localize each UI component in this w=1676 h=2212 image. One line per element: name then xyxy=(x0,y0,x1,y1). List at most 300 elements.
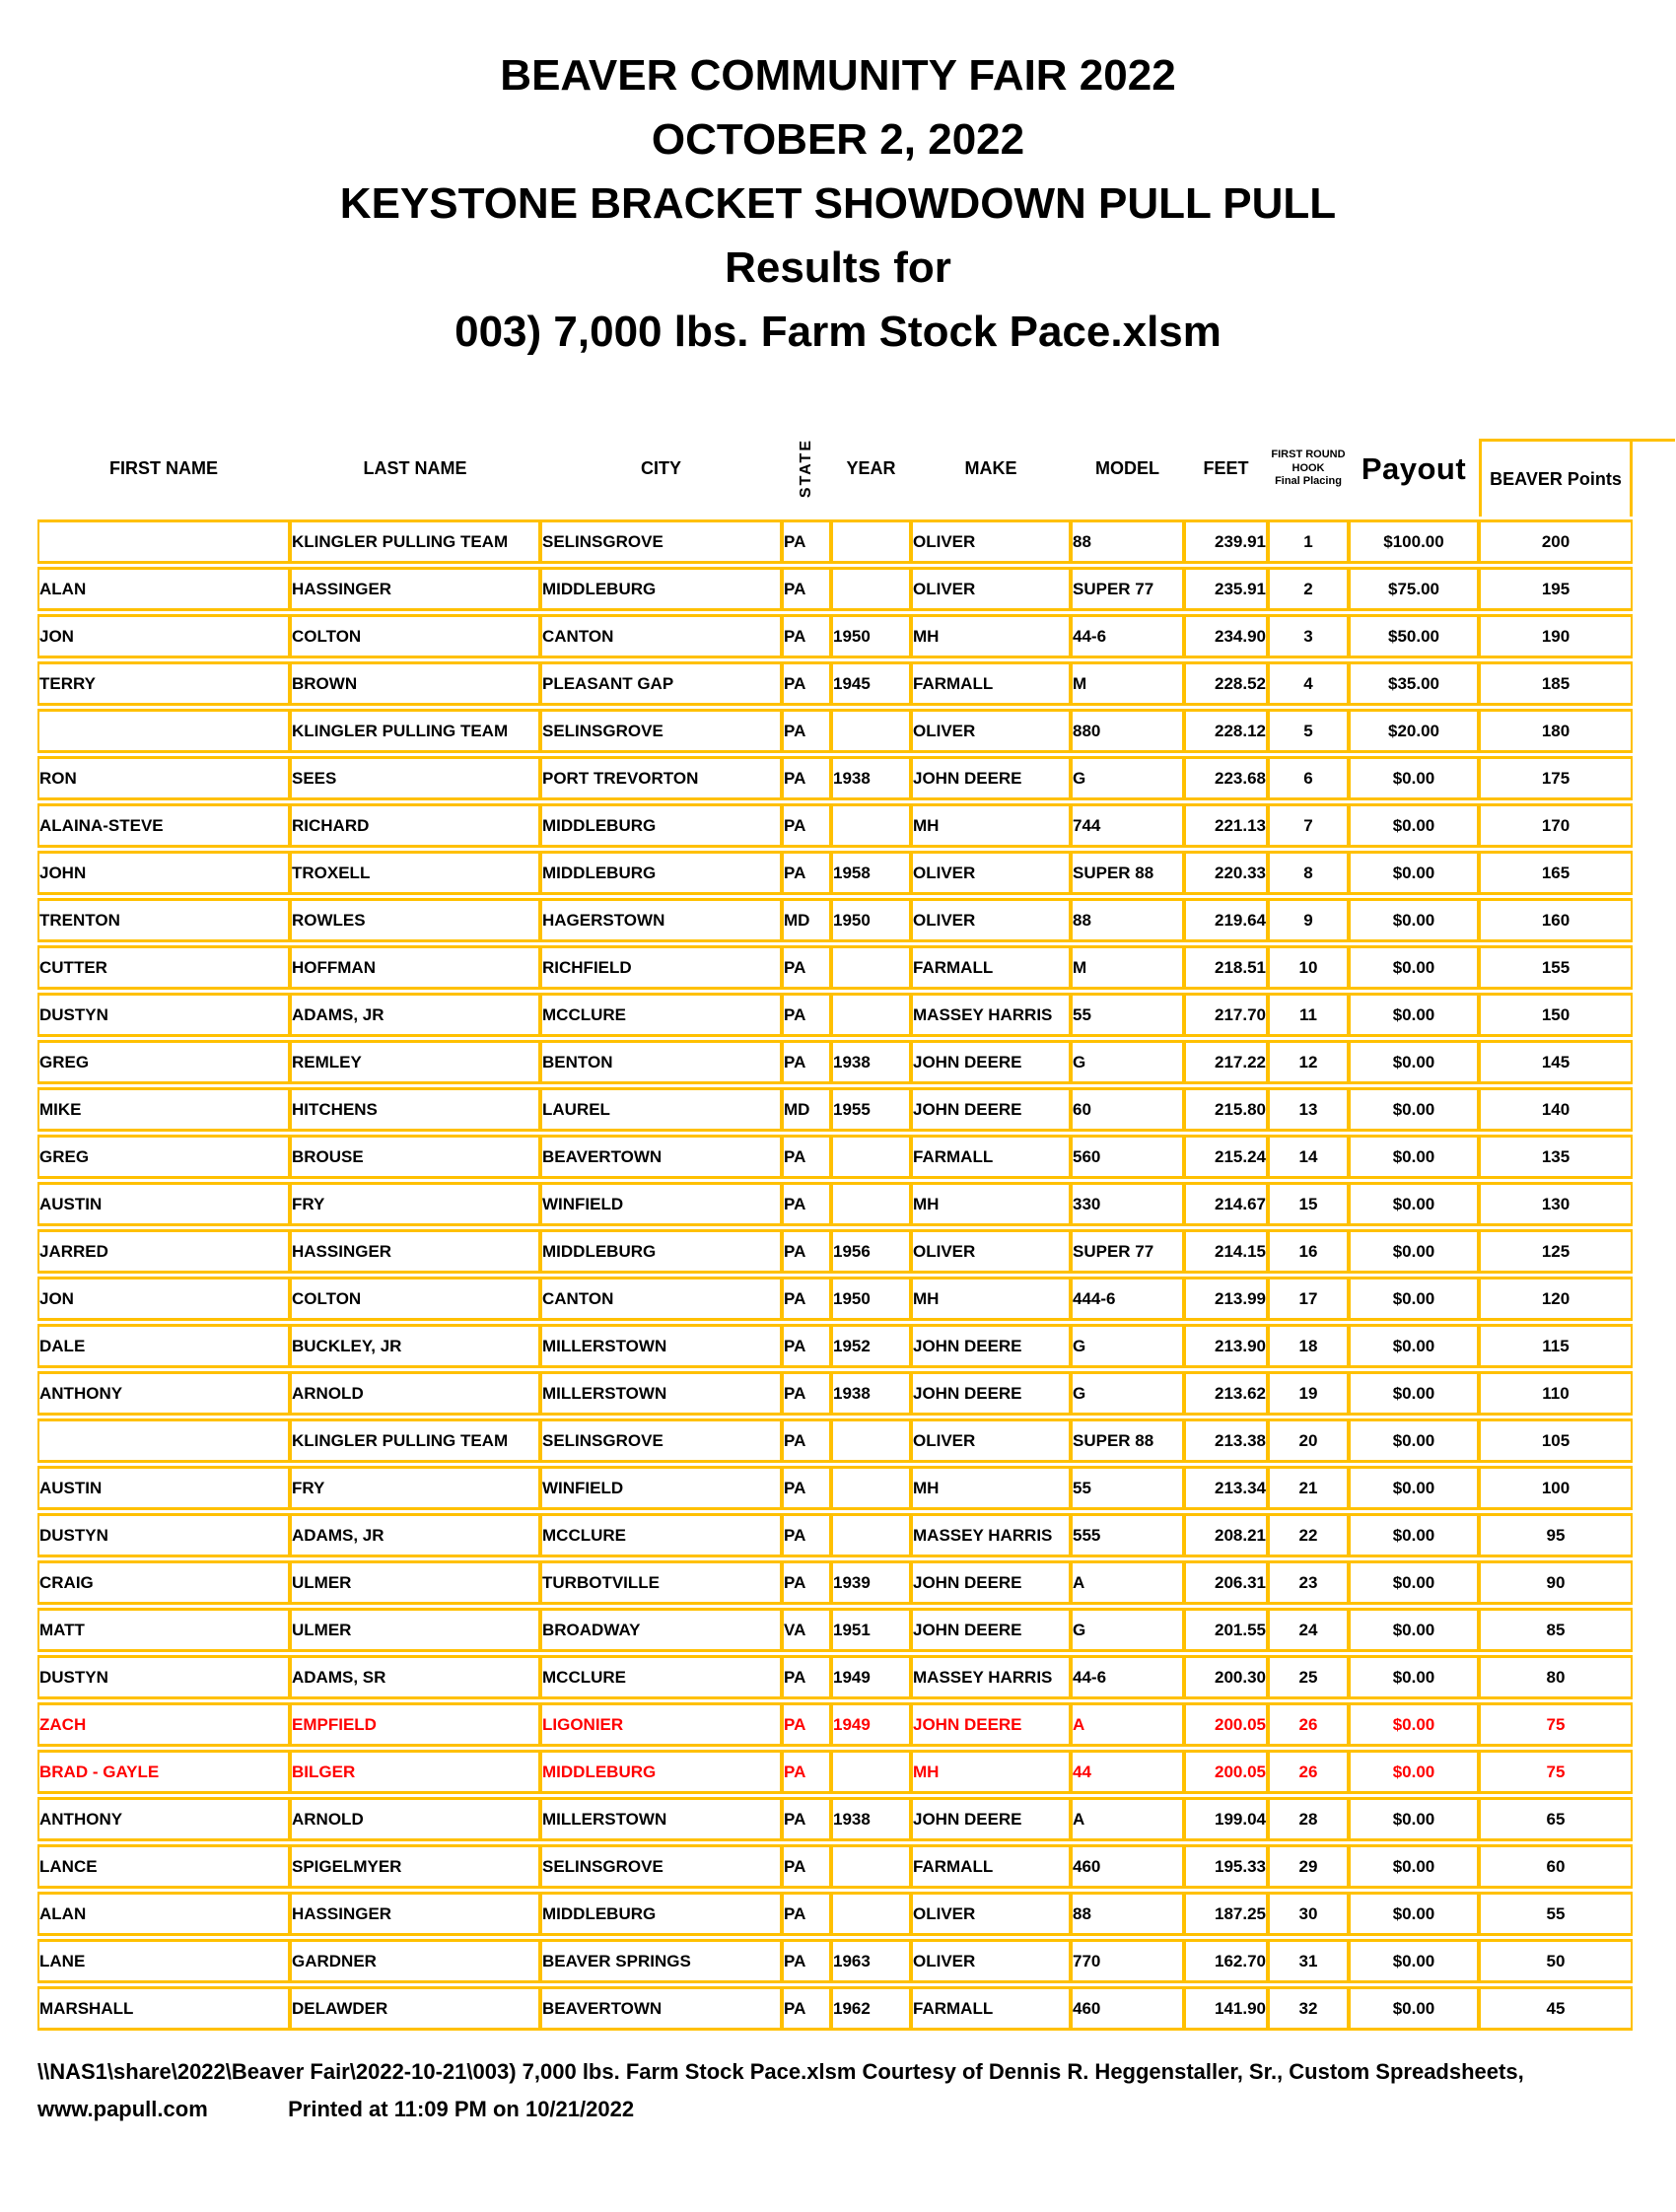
cell-first-name: JARRED xyxy=(37,1229,290,1274)
cell-last-name: HOFFMAN xyxy=(290,945,540,990)
cell-model: 88 xyxy=(1071,898,1184,942)
cell-beaver-points: 190 xyxy=(1479,614,1633,658)
cell-final-placing: 26 xyxy=(1268,1750,1349,1794)
cell-last-name: HITCHENS xyxy=(290,1087,540,1132)
cell-year xyxy=(831,1135,911,1179)
cell-make: MH xyxy=(911,1182,1071,1226)
cell-year: 1963 xyxy=(831,1939,911,1983)
cell-feet: 228.52 xyxy=(1184,661,1268,706)
col-header-state xyxy=(782,421,831,517)
results-table-body xyxy=(37,519,1633,2031)
cell-state: PA xyxy=(782,1513,831,1557)
cell-final-placing: 2 xyxy=(1268,567,1349,611)
cell-first-name xyxy=(37,709,290,753)
cell-feet: 141.90 xyxy=(1184,1986,1268,2031)
cell-state: PA xyxy=(782,709,831,753)
cell-state: PA xyxy=(782,1229,831,1274)
cell-beaver-points: 85 xyxy=(1479,1608,1633,1652)
cell-state: PA xyxy=(782,803,831,848)
cell-last-name: HASSINGER xyxy=(290,1229,540,1274)
cell-model: G xyxy=(1071,756,1184,800)
table-row xyxy=(37,1560,1633,1605)
cell-first-name: LANE xyxy=(37,1939,290,1983)
cell-last-name: REMLEY xyxy=(290,1040,540,1084)
cell-last-name: ULMER xyxy=(290,1608,540,1652)
cell-final-placing: 32 xyxy=(1268,1986,1349,2031)
table-row xyxy=(37,945,1633,990)
cell-model: G xyxy=(1071,1040,1184,1084)
cell-state: PA xyxy=(782,1986,831,2031)
cell-payout: $0.00 xyxy=(1349,1087,1479,1132)
cell-model: A xyxy=(1071,1797,1184,1841)
table-row xyxy=(37,1418,1633,1463)
cell-city: PLEASANT GAP xyxy=(540,661,782,706)
cell-city: CANTON xyxy=(540,1277,782,1321)
cell-first-name xyxy=(37,1418,290,1463)
cell-make: OLIVER xyxy=(911,1939,1071,1983)
cell-model: A xyxy=(1071,1702,1184,1747)
cell-make: FARMALL xyxy=(911,1986,1071,2031)
cell-last-name: ADAMS, JR xyxy=(290,1513,540,1557)
cell-first-name: MARSHALL xyxy=(37,1986,290,2031)
cell-model: 55 xyxy=(1071,993,1184,1037)
cell-beaver-points: 155 xyxy=(1479,945,1633,990)
cell-model: 44-6 xyxy=(1071,614,1184,658)
cell-make: OLIVER xyxy=(911,898,1071,942)
cell-first-name: ANTHONY xyxy=(37,1797,290,1841)
cell-last-name: SEES xyxy=(290,756,540,800)
cell-city: MILLERSTOWN xyxy=(540,1797,782,1841)
cell-state: PA xyxy=(782,519,831,564)
cell-last-name: BILGER xyxy=(290,1750,540,1794)
cell-city: TURBOTVILLE xyxy=(540,1560,782,1605)
cell-payout: $0.00 xyxy=(1349,1560,1479,1605)
placing-header-line1: FIRST ROUND xyxy=(1271,448,1346,460)
results-data-table xyxy=(37,517,1633,2034)
cell-year xyxy=(831,1466,911,1510)
cell-year: 1962 xyxy=(831,1986,911,2031)
table-row xyxy=(37,1844,1633,1889)
cell-beaver-points: 110 xyxy=(1479,1371,1633,1416)
cell-year: 1950 xyxy=(831,1277,911,1321)
col-header-feet: FEET xyxy=(1203,458,1249,478)
cell-model: M xyxy=(1071,945,1184,990)
cell-beaver-points: 105 xyxy=(1479,1418,1633,1463)
cell-model: SUPER 88 xyxy=(1071,851,1184,895)
cell-city: HAGERSTOWN xyxy=(540,898,782,942)
event-subtitle: KEYSTONE BRACKET SHOWDOWN PULL PULL xyxy=(339,179,1337,228)
cell-state: PA xyxy=(782,567,831,611)
cell-state: PA xyxy=(782,661,831,706)
cell-beaver-points: 165 xyxy=(1479,851,1633,895)
page xyxy=(0,43,1676,2212)
cell-make: MH xyxy=(911,1277,1071,1321)
cell-beaver-points: 145 xyxy=(1479,1040,1633,1084)
cell-city: MIDDLEBURG xyxy=(540,1750,782,1794)
cell-state: PA xyxy=(782,1182,831,1226)
cell-year: 1938 xyxy=(831,756,911,800)
cell-city: LAUREL xyxy=(540,1087,782,1132)
cell-state: PA xyxy=(782,1277,831,1321)
placing-header-line3: Final Placing xyxy=(1275,475,1342,488)
cell-last-name: FRY xyxy=(290,1182,540,1226)
cell-first-name: JON xyxy=(37,1277,290,1321)
cell-first-name: AUSTIN xyxy=(37,1182,290,1226)
cell-beaver-points: 100 xyxy=(1479,1466,1633,1510)
cell-city: MIDDLEBURG xyxy=(540,567,782,611)
cell-final-placing: 30 xyxy=(1268,1892,1349,1936)
cell-final-placing: 9 xyxy=(1268,898,1349,942)
cell-year xyxy=(831,1182,911,1226)
col-header-city: CITY xyxy=(640,458,681,478)
cell-city: LIGONIER xyxy=(540,1702,782,1747)
cell-final-placing: 8 xyxy=(1268,851,1349,895)
cell-final-placing: 14 xyxy=(1268,1135,1349,1179)
cell-first-name: CUTTER xyxy=(37,945,290,990)
cell-model: A xyxy=(1071,1560,1184,1605)
cell-model: 880 xyxy=(1071,709,1184,753)
cell-feet: 206.31 xyxy=(1184,1560,1268,1605)
cell-first-name: ZACH xyxy=(37,1702,290,1747)
cell-last-name: KLINGLER PULLING TEAM xyxy=(290,709,540,753)
cell-state: PA xyxy=(782,1655,831,1699)
col-header-first-name: FIRST NAME xyxy=(109,458,218,478)
cell-payout: $0.00 xyxy=(1349,1750,1479,1794)
cell-year: 1951 xyxy=(831,1608,911,1652)
table-row xyxy=(37,1797,1633,1841)
table-row xyxy=(37,1655,1633,1699)
cell-last-name: EMPFIELD xyxy=(290,1702,540,1747)
cell-final-placing: 22 xyxy=(1268,1513,1349,1557)
table-row xyxy=(37,898,1633,942)
cell-final-placing: 23 xyxy=(1268,1560,1349,1605)
cell-feet: 201.55 xyxy=(1184,1608,1268,1652)
cell-payout: $0.00 xyxy=(1349,756,1479,800)
table-row xyxy=(37,1135,1633,1179)
cell-last-name: ULMER xyxy=(290,1560,540,1605)
cell-city: BEAVERTOWN xyxy=(540,1135,782,1179)
cell-first-name: GREG xyxy=(37,1135,290,1179)
cell-state: PA xyxy=(782,1040,831,1084)
cell-feet: 223.68 xyxy=(1184,756,1268,800)
cell-beaver-points: 75 xyxy=(1479,1750,1633,1794)
cell-payout: $100.00 xyxy=(1349,519,1479,564)
cell-model: M xyxy=(1071,661,1184,706)
cell-payout: $0.00 xyxy=(1349,1040,1479,1084)
cell-first-name: JOHN xyxy=(37,851,290,895)
cell-final-placing: 29 xyxy=(1268,1844,1349,1889)
cell-last-name: RICHARD xyxy=(290,803,540,848)
cell-final-placing: 28 xyxy=(1268,1797,1349,1841)
cell-model: G xyxy=(1071,1324,1184,1368)
state-vertical-label: STATE xyxy=(798,439,814,499)
cell-first-name: ALAN xyxy=(37,1892,290,1936)
cell-payout: $0.00 xyxy=(1349,1939,1479,1983)
cell-final-placing: 19 xyxy=(1268,1371,1349,1416)
cell-payout: $0.00 xyxy=(1349,1277,1479,1321)
cell-final-placing: 4 xyxy=(1268,661,1349,706)
cell-city: CANTON xyxy=(540,614,782,658)
cell-final-placing: 17 xyxy=(1268,1277,1349,1321)
cell-feet: 219.64 xyxy=(1184,898,1268,942)
cell-city: MCCLURE xyxy=(540,1655,782,1699)
cell-state: PA xyxy=(782,1892,831,1936)
cell-final-placing: 26 xyxy=(1268,1702,1349,1747)
cell-beaver-points: 75 xyxy=(1479,1702,1633,1747)
cell-city: MIDDLEBURG xyxy=(540,1892,782,1936)
cell-beaver-points: 50 xyxy=(1479,1939,1633,1983)
cell-first-name: ALAN xyxy=(37,567,290,611)
cell-last-name: TROXELL xyxy=(290,851,540,895)
cell-city: SELINSGROVE xyxy=(540,1418,782,1463)
col-header-payout: Payout xyxy=(1361,450,1467,486)
cell-final-placing: 11 xyxy=(1268,993,1349,1037)
cell-last-name: GARDNER xyxy=(290,1939,540,1983)
cell-feet: 195.33 xyxy=(1184,1844,1268,1889)
cell-model: G xyxy=(1071,1371,1184,1416)
cell-make: JOHN DEERE xyxy=(911,1087,1071,1132)
cell-model: 330 xyxy=(1071,1182,1184,1226)
cell-state: PA xyxy=(782,1844,831,1889)
cell-first-name: BRAD - GAYLE xyxy=(37,1750,290,1794)
cell-payout: $0.00 xyxy=(1349,1418,1479,1463)
cell-last-name: ARNOLD xyxy=(290,1797,540,1841)
cell-beaver-points: 185 xyxy=(1479,661,1633,706)
cell-model: 460 xyxy=(1071,1986,1184,2031)
cell-first-name: TERRY xyxy=(37,661,290,706)
cell-state: PA xyxy=(782,851,831,895)
cell-make: MH xyxy=(911,1466,1071,1510)
table-row xyxy=(37,803,1633,848)
cell-city: MILLERSTOWN xyxy=(540,1371,782,1416)
cell-state: PA xyxy=(782,1324,831,1368)
table-row xyxy=(37,1939,1633,1983)
cell-year xyxy=(831,567,911,611)
cell-beaver-points: 90 xyxy=(1479,1560,1633,1605)
cell-first-name: ALAINA-STEVE xyxy=(37,803,290,848)
col-header-beaver-points: BEAVER Points xyxy=(1479,439,1633,517)
cell-model: SUPER 77 xyxy=(1071,567,1184,611)
cell-feet: 215.24 xyxy=(1184,1135,1268,1179)
results-for-label: Results for xyxy=(725,243,951,292)
cell-last-name: ADAMS, JR xyxy=(290,993,540,1037)
cell-last-name: FRY xyxy=(290,1466,540,1510)
cell-payout: $20.00 xyxy=(1349,709,1479,753)
cell-payout: $0.00 xyxy=(1349,851,1479,895)
cell-beaver-points: 125 xyxy=(1479,1229,1633,1274)
cell-year: 1939 xyxy=(831,1560,911,1605)
cell-make: JOHN DEERE xyxy=(911,1560,1071,1605)
cell-first-name: MATT xyxy=(37,1608,290,1652)
col-header-placing xyxy=(1268,449,1349,489)
cell-city: BENTON xyxy=(540,1040,782,1084)
table-row xyxy=(37,756,1633,800)
cell-city: BEAVER SPRINGS xyxy=(540,1939,782,1983)
table-row xyxy=(37,614,1633,658)
cell-beaver-points: 55 xyxy=(1479,1892,1633,1936)
cell-state: PA xyxy=(782,1939,831,1983)
cell-make: OLIVER xyxy=(911,1892,1071,1936)
cell-city: MIDDLEBURG xyxy=(540,803,782,848)
cell-first-name: MIKE xyxy=(37,1087,290,1132)
cell-payout: $0.00 xyxy=(1349,1655,1479,1699)
cell-payout: $0.00 xyxy=(1349,1702,1479,1747)
cell-city: MIDDLEBURG xyxy=(540,851,782,895)
cell-first-name xyxy=(37,519,290,564)
cell-last-name: COLTON xyxy=(290,1277,540,1321)
table-row xyxy=(37,567,1633,611)
cell-first-name: DUSTYN xyxy=(37,1513,290,1557)
cell-beaver-points: 200 xyxy=(1479,519,1633,564)
cell-beaver-points: 120 xyxy=(1479,1277,1633,1321)
cell-last-name: HASSINGER xyxy=(290,1892,540,1936)
col-header-model: MODEL xyxy=(1095,458,1159,478)
cell-first-name: CRAIG xyxy=(37,1560,290,1605)
cell-payout: $0.00 xyxy=(1349,1135,1479,1179)
cell-final-placing: 31 xyxy=(1268,1939,1349,1983)
col-header-last-name: LAST NAME xyxy=(363,458,467,478)
cell-year: 1950 xyxy=(831,614,911,658)
cell-first-name: RON xyxy=(37,756,290,800)
table-row xyxy=(37,1892,1633,1936)
cell-last-name: DELAWDER xyxy=(290,1986,540,2031)
table-header-row xyxy=(37,421,1633,517)
cell-state: MD xyxy=(782,898,831,942)
cell-first-name: DALE xyxy=(37,1324,290,1368)
cell-final-placing: 3 xyxy=(1268,614,1349,658)
cell-final-placing: 18 xyxy=(1268,1324,1349,1368)
cell-state: PA xyxy=(782,756,831,800)
cell-state: PA xyxy=(782,1371,831,1416)
event-date: OCTOBER 2, 2022 xyxy=(651,115,1025,164)
cell-payout: $0.00 xyxy=(1349,1371,1479,1416)
cell-beaver-points: 195 xyxy=(1479,567,1633,611)
cell-year: 1938 xyxy=(831,1040,911,1084)
cell-first-name: TRENTON xyxy=(37,898,290,942)
cell-beaver-points: 150 xyxy=(1479,993,1633,1037)
cell-make: MASSEY HARRIS xyxy=(911,993,1071,1037)
cell-make: OLIVER xyxy=(911,709,1071,753)
cell-make: JOHN DEERE xyxy=(911,1371,1071,1416)
cell-first-name: DUSTYN xyxy=(37,993,290,1037)
event-title: BEAVER COMMUNITY FAIR 2022 xyxy=(500,51,1176,100)
cell-model: 560 xyxy=(1071,1135,1184,1179)
cell-year xyxy=(831,1844,911,1889)
cell-make: JOHN DEERE xyxy=(911,1702,1071,1747)
col-header-make: MAKE xyxy=(964,458,1017,478)
cell-year xyxy=(831,945,911,990)
cell-feet: 217.22 xyxy=(1184,1040,1268,1084)
table-row xyxy=(37,1182,1633,1226)
table-row xyxy=(37,1229,1633,1274)
cell-beaver-points: 175 xyxy=(1479,756,1633,800)
cell-final-placing: 6 xyxy=(1268,756,1349,800)
cell-city: MCCLURE xyxy=(540,1513,782,1557)
cell-payout: $0.00 xyxy=(1349,1229,1479,1274)
cell-model: G xyxy=(1071,1608,1184,1652)
table-row xyxy=(37,851,1633,895)
cell-year: 1956 xyxy=(831,1229,911,1274)
cell-feet: 239.91 xyxy=(1184,519,1268,564)
cell-make: OLIVER xyxy=(911,567,1071,611)
cell-make: JOHN DEERE xyxy=(911,1324,1071,1368)
cell-city: SELINSGROVE xyxy=(540,1844,782,1889)
cell-feet: 187.25 xyxy=(1184,1892,1268,1936)
cell-feet: 220.33 xyxy=(1184,851,1268,895)
cell-year xyxy=(831,1892,911,1936)
cell-state: PA xyxy=(782,1702,831,1747)
table-row xyxy=(37,993,1633,1037)
cell-feet: 200.05 xyxy=(1184,1702,1268,1747)
table-row xyxy=(37,1371,1633,1416)
cell-last-name: HASSINGER xyxy=(290,567,540,611)
cell-payout: $50.00 xyxy=(1349,614,1479,658)
placing-header-line2: HOOK xyxy=(1292,461,1325,474)
cell-make: FARMALL xyxy=(911,1135,1071,1179)
cell-payout: $0.00 xyxy=(1349,993,1479,1037)
cell-feet: 213.90 xyxy=(1184,1324,1268,1368)
cell-final-placing: 25 xyxy=(1268,1655,1349,1699)
results-table xyxy=(37,421,1633,2034)
cell-payout: $0.00 xyxy=(1349,1892,1479,1936)
cell-city: WINFIELD xyxy=(540,1466,782,1510)
cell-feet: 234.90 xyxy=(1184,614,1268,658)
footer-file-path: \\NAS1\share\2022\Beaver Fair\2022-10-21\003) 7,000 lbs. Farm Stock Pace.xlsm Courtesy of Dennis R. Heggenstaller, Sr., Custom Spreadsheets, xyxy=(37,2059,1524,2084)
cell-state: PA xyxy=(782,1797,831,1841)
cell-final-placing: 5 xyxy=(1268,709,1349,753)
cell-feet: 162.70 xyxy=(1184,1939,1268,1983)
cell-make: JOHN DEERE xyxy=(911,1608,1071,1652)
cell-last-name: BROUSE xyxy=(290,1135,540,1179)
cell-year: 1949 xyxy=(831,1655,911,1699)
table-row xyxy=(37,661,1633,706)
cell-make: OLIVER xyxy=(911,1418,1071,1463)
cell-year: 1950 xyxy=(831,898,911,942)
cell-year: 1958 xyxy=(831,851,911,895)
cell-make: MASSEY HARRIS xyxy=(911,1513,1071,1557)
table-row xyxy=(37,1702,1633,1747)
cell-first-name: DUSTYN xyxy=(37,1655,290,1699)
cell-feet: 199.04 xyxy=(1184,1797,1268,1841)
table-row xyxy=(37,1750,1633,1794)
cell-state: PA xyxy=(782,1750,831,1794)
cell-feet: 208.21 xyxy=(1184,1513,1268,1557)
cell-state: PA xyxy=(782,1466,831,1510)
cell-feet: 213.38 xyxy=(1184,1418,1268,1463)
cell-last-name: KLINGLER PULLING TEAM xyxy=(290,519,540,564)
cell-year: 1955 xyxy=(831,1087,911,1132)
table-row xyxy=(37,1087,1633,1132)
cell-city: SELINSGROVE xyxy=(540,709,782,753)
cell-model: SUPER 77 xyxy=(1071,1229,1184,1274)
cell-model: 555 xyxy=(1071,1513,1184,1557)
cell-model: 744 xyxy=(1071,803,1184,848)
report-header xyxy=(0,43,1676,364)
cell-model: 44 xyxy=(1071,1750,1184,1794)
cell-first-name: GREG xyxy=(37,1040,290,1084)
cell-city: PORT TREVORTON xyxy=(540,756,782,800)
cell-make: FARMALL xyxy=(911,945,1071,990)
cell-year xyxy=(831,1513,911,1557)
cell-payout: $0.00 xyxy=(1349,1466,1479,1510)
table-row xyxy=(37,709,1633,753)
cell-payout: $0.00 xyxy=(1349,803,1479,848)
cell-last-name: SPIGELMYER xyxy=(290,1844,540,1889)
cell-year xyxy=(831,1750,911,1794)
cell-state: VA xyxy=(782,1608,831,1652)
cell-city: MCCLURE xyxy=(540,993,782,1037)
cell-make: JOHN DEERE xyxy=(911,1040,1071,1084)
